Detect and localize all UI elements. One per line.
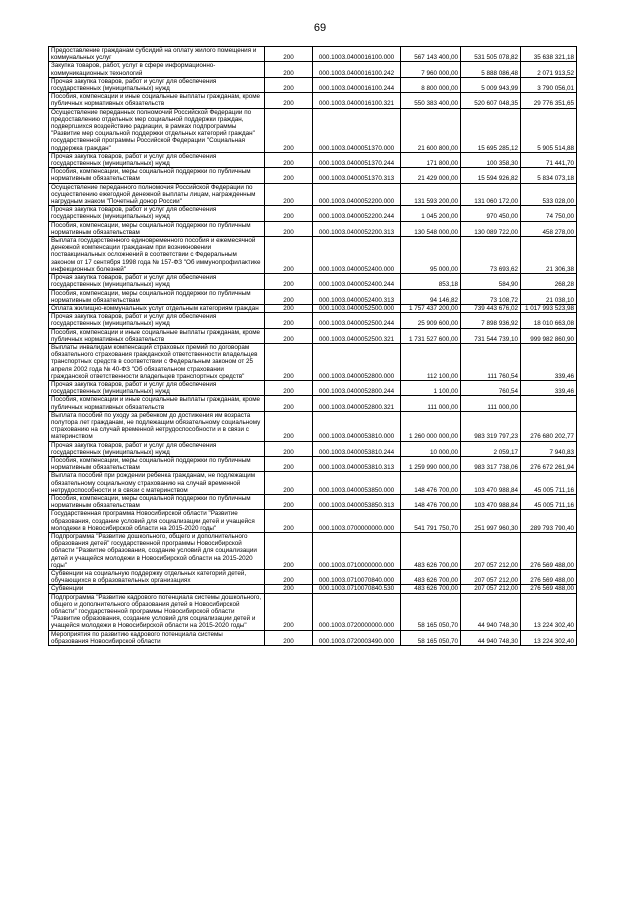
row-unexecuted: 7 940,83 (521, 441, 577, 456)
table-row (49, 183, 577, 206)
row-code: 200 (265, 456, 313, 471)
table-row (49, 289, 577, 304)
row-approved: 130 548 000,00 (401, 221, 461, 236)
row-name: Оплата жилищно-коммунальных услуг отдельным категориям граждан (49, 304, 265, 312)
row-code: 200 (265, 441, 313, 456)
row-approved: 111 000,00 (401, 396, 461, 411)
row-executed: 103 470 988,84 (461, 494, 521, 509)
table-row (49, 343, 577, 380)
row-unexecuted: 276 569 488,00 (521, 570, 577, 585)
table-row (49, 441, 577, 456)
row-executed: 731 544 739,10 (461, 328, 521, 343)
row-unexecuted: 71 441,70 (521, 152, 577, 167)
row-approved: 10 000,00 (401, 441, 461, 456)
row-unexecuted: 3 790 056,01 (521, 77, 577, 92)
row-unexecuted: 74 750,00 (521, 206, 577, 221)
row-unexecuted: 339,46 (521, 343, 577, 380)
row-name: Пособия, компенсации и иные социальные выплаты гражданам, кроме публичных нормативных обязательств (49, 93, 265, 108)
row-executed: 983 319 797,23 (461, 411, 521, 441)
row-classification: 000.1003.0400052800.000 (313, 343, 401, 380)
row-classification: 000.1003.0400051370.000 (313, 108, 401, 152)
row-classification: 000.1003.0400051370.244 (313, 152, 401, 167)
table-row (49, 77, 577, 92)
row-executed: 15 695 285,12 (461, 108, 521, 152)
row-name: Предоставление гражданам субсидий на оплату жилого помещения и коммунальных услуг (49, 47, 265, 62)
row-classification: 000.1003.0400052800.244 (313, 380, 401, 395)
row-name: Пособия, компенсации и иные социальные выплаты гражданам, кроме публичных нормативных обязательств (49, 396, 265, 411)
row-name: Субвенции (49, 585, 265, 593)
row-classification: 000.1003.0400016100.242 (313, 62, 401, 77)
row-unexecuted: 339,46 (521, 380, 577, 395)
row-name: Выплата пособий при рождении ребенка гражданам, не подлежащим обязательному социальному страхованию на случай временной нетрудоспособности и в связи с материнством (49, 472, 265, 495)
table-row (49, 237, 577, 274)
row-unexecuted: 2 071 913,52 (521, 62, 577, 77)
row-name: Субвенции на социальную поддержку отдельных категорий детей, обучающихся в образовательных организациях (49, 570, 265, 585)
row-classification: 000.1003.0400052400.313 (313, 289, 401, 304)
row-unexecuted: 21 306,38 (521, 237, 577, 274)
row-executed: 130 089 722,00 (461, 221, 521, 236)
row-executed: 207 057 212,00 (461, 570, 521, 585)
row-name: Пособия, компенсации, меры социальной поддержки по публичным нормативным обязательствам (49, 456, 265, 471)
row-executed: 207 057 212,00 (461, 585, 521, 593)
row-name: Осуществление переданного полномочия Российской Федерации по осуществлению ежегодной денежной выплаты лицам, награжденным нагрудным знаком "Почетный донор России" (49, 183, 265, 206)
row-classification: 000.1003.0400053810.000 (313, 411, 401, 441)
row-name: Прочая закупка товаров, работ и услуг для обеспечения государственных (муниципальных) нужд (49, 441, 265, 456)
row-executed: 111 000,00 (461, 396, 521, 411)
row-classification: 000.1003.0400052500.321 (313, 328, 401, 343)
row-classification: 000.1003.0400016100.321 (313, 93, 401, 108)
row-code: 200 (265, 237, 313, 274)
row-executed: 520 607 048,35 (461, 93, 521, 108)
row-approved: 550 383 400,00 (401, 93, 461, 108)
row-unexecuted: 45 005 711,16 (521, 494, 577, 509)
row-code: 200 (265, 593, 313, 630)
table-row (49, 206, 577, 221)
row-unexecuted: 5 834 073,18 (521, 168, 577, 183)
row-unexecuted: 533 028,00 (521, 183, 577, 206)
row-unexecuted: 18 010 663,08 (521, 313, 577, 328)
row-name: Подпрограмма "Развитие кадрового потенциала системы дошкольного, общего и дополнительного образования детей в Новосибирской области" государственной программы Новосибирской области "Развитие образования, создание условий для социализации детей и учащейся молодежи в Новосибирской области на 2015-2020 годы" (49, 593, 265, 630)
row-classification: 000.1003.0400052200.000 (313, 183, 401, 206)
row-code: 200 (265, 93, 313, 108)
row-classification: 000.1003.0400052200.244 (313, 206, 401, 221)
table-row (49, 328, 577, 343)
row-approved: 58 165 050,70 (401, 630, 461, 645)
row-executed: 100 358,30 (461, 152, 521, 167)
row-executed: 131 060 172,00 (461, 183, 521, 206)
row-classification: 000.1003.0400053850.000 (313, 472, 401, 495)
row-executed: 970 450,00 (461, 206, 521, 221)
table-row (49, 93, 577, 108)
row-unexecuted (521, 396, 577, 411)
row-code: 200 (265, 533, 313, 570)
row-unexecuted: 276 672 261,94 (521, 456, 577, 471)
row-code: 200 (265, 206, 313, 221)
row-unexecuted: 13 224 302,40 (521, 593, 577, 630)
row-name: Пособия, компенсации и иные социальные выплаты гражданам, кроме публичных нормативных обязательств (49, 328, 265, 343)
row-approved: 853,18 (401, 274, 461, 289)
row-unexecuted: 289 793 790,40 (521, 510, 577, 533)
row-approved: 21 429 000,00 (401, 168, 461, 183)
row-code: 200 (265, 274, 313, 289)
row-name: Подпрограмма "Развитие дошкольного, общего и дополнительного образования детей" государственной программы Новосибирской области "Развитие образования, создание условий для социализации детей и учащейся молодежи в Новосибирской области на 2015-2020 годы" (49, 533, 265, 570)
row-code: 200 (265, 570, 313, 585)
table-row (49, 510, 577, 533)
row-executed: 111 760,54 (461, 343, 521, 380)
table-row (49, 585, 577, 593)
row-unexecuted: 13 224 302,40 (521, 630, 577, 645)
row-approved: 148 476 700,00 (401, 494, 461, 509)
row-classification: 000.1003.0710070840.000 (313, 570, 401, 585)
row-executed: 760,54 (461, 380, 521, 395)
row-classification: 000.1003.0700000000.000 (313, 510, 401, 533)
row-name: Прочая закупка товаров, работ и услуг для обеспечения государственных (муниципальных) нужд (49, 380, 265, 395)
row-code: 200 (265, 289, 313, 304)
row-approved: 58 165 050,70 (401, 593, 461, 630)
row-classification: 000.1003.0400051370.313 (313, 168, 401, 183)
row-code: 200 (265, 183, 313, 206)
row-code: 200 (265, 62, 313, 77)
row-unexecuted: 35 638 321,18 (521, 47, 577, 62)
table-row (49, 380, 577, 395)
table-row (49, 533, 577, 570)
row-name: Закупка товаров, работ, услуг в сфере информационно-коммуникационных технологий (49, 62, 265, 77)
table-row (49, 411, 577, 441)
budget-table (48, 46, 577, 646)
row-approved: 131 593 200,00 (401, 183, 461, 206)
row-executed: 739 443 676,02 (461, 304, 521, 312)
table-row (49, 274, 577, 289)
table-row (49, 62, 577, 77)
row-executed: 44 940 748,30 (461, 593, 521, 630)
row-approved: 1 260 000 000,00 (401, 411, 461, 441)
row-executed: 103 470 988,84 (461, 472, 521, 495)
row-name: Мероприятия по развитию кадрового потенциала системы образования Новосибирской области (49, 630, 265, 645)
row-executed: 5 888 086,48 (461, 62, 521, 77)
row-code: 200 (265, 343, 313, 380)
row-approved: 1 259 990 000,00 (401, 456, 461, 471)
row-approved: 541 791 750,70 (401, 510, 461, 533)
row-name: Прочая закупка товаров, работ и услуг для обеспечения государственных (муниципальных) нужд (49, 206, 265, 221)
row-name: Выплата пособий по уходу за ребенком до достижения им возраста полутора лет гражданам, не подлежащим обязательному социальному страхованию на случай временной нетрудоспособности и в связи с материнством (49, 411, 265, 441)
row-classification: 000.1003.0720003490.000 (313, 630, 401, 645)
row-unexecuted: 5 905 514,88 (521, 108, 577, 152)
row-code: 200 (265, 630, 313, 645)
table-row (49, 108, 577, 152)
row-approved: 8 800 000,00 (401, 77, 461, 92)
table-row (49, 456, 577, 471)
table-row (49, 313, 577, 328)
row-classification: 000.1003.0400016100.244 (313, 77, 401, 92)
row-unexecuted: 21 038,10 (521, 289, 577, 304)
row-name: Пособия, компенсации, меры социальной поддержки по публичным нормативным обязательствам (49, 168, 265, 183)
row-unexecuted: 268,28 (521, 274, 577, 289)
table-row (49, 152, 577, 167)
row-approved: 1 100,00 (401, 380, 461, 395)
row-classification: 000.1003.0710000000.000 (313, 533, 401, 570)
row-executed: 531 505 078,82 (461, 47, 521, 62)
row-approved: 25 909 600,00 (401, 313, 461, 328)
row-classification: 000.1003.0400052400.000 (313, 237, 401, 274)
row-code: 200 (265, 77, 313, 92)
row-executed: 73 108,72 (461, 289, 521, 304)
table-row (49, 221, 577, 236)
row-name: Прочая закупка товаров, работ и услуг для обеспечения государственных (муниципальных) нужд (49, 77, 265, 92)
row-unexecuted: 276 569 488,00 (521, 533, 577, 570)
row-unexecuted: 1 017 993 523,98 (521, 304, 577, 312)
table-row (49, 472, 577, 495)
row-approved: 1 731 527 600,00 (401, 328, 461, 343)
row-name: Пособия, компенсации, меры социальной поддержки по публичным нормативным обязательствам (49, 494, 265, 509)
row-approved: 1 045 200,00 (401, 206, 461, 221)
row-code: 200 (265, 396, 313, 411)
row-code: 200 (265, 472, 313, 495)
row-classification: 000.1003.0400053850.313 (313, 494, 401, 509)
row-executed: 207 057 212,00 (461, 533, 521, 570)
row-classification: 000.1003.0400053810.244 (313, 441, 401, 456)
row-code: 200 (265, 304, 313, 312)
row-code: 200 (265, 380, 313, 395)
row-approved: 1 757 437 200,00 (401, 304, 461, 312)
table-row (49, 396, 577, 411)
row-code: 200 (265, 221, 313, 236)
row-name: Пособия, компенсации, меры социальной поддержки по публичным нормативным обязательствам (49, 289, 265, 304)
row-code: 200 (265, 47, 313, 62)
row-code: 200 (265, 494, 313, 509)
table-row (49, 168, 577, 183)
row-classification: 000.1003.0400052400.244 (313, 274, 401, 289)
table-row (49, 570, 577, 585)
table-row (49, 593, 577, 630)
row-approved: 21 600 800,00 (401, 108, 461, 152)
row-classification: 000.1003.0710070840.530 (313, 585, 401, 593)
row-name: Выплаты инвалидам компенсаций страховых премий по договорам обязательного страхования гражданской ответственности владельцев транспортных средств в соответствии с Федеральным законом от 25 апреля 2002 года № 40-ФЗ "Об обязательном страховании гражданской ответственности владельцев транспортных средств" (49, 343, 265, 380)
row-executed: 7 898 936,92 (461, 313, 521, 328)
row-name: Выплата государственного единовременного пособия и ежемесячной денежной компенсации гражданам при возникновении поствакцинальных осложнений в соответствии с Федеральным законом от 17 сентября 1998 года № 157-ФЗ "Об иммунопрофилактике инфекционных болезней" (49, 237, 265, 274)
row-executed: 2 059,17 (461, 441, 521, 456)
row-name: Прочая закупка товаров, работ и услуг для обеспечения государственных (муниципальных) нужд (49, 313, 265, 328)
row-classification: 000.1003.0720000000.000 (313, 593, 401, 630)
row-code: 200 (265, 585, 313, 593)
row-approved: 94 146,82 (401, 289, 461, 304)
row-executed: 983 317 738,06 (461, 456, 521, 471)
row-unexecuted: 999 982 860,90 (521, 328, 577, 343)
row-executed: 44 940 748,30 (461, 630, 521, 645)
table-row (49, 47, 577, 62)
row-approved: 483 626 700,00 (401, 585, 461, 593)
row-executed: 15 594 926,82 (461, 168, 521, 183)
budget-table-body (49, 47, 577, 646)
page-number: 69 (313, 22, 327, 34)
table-row (49, 630, 577, 645)
row-name: Осуществление переданных полномочий Российской Федерации по предоставлению отдельных мер социальной поддержки граждан, подвергшихся воздействию радиации, в рамках подпрограммы "Развитие мер социальной поддержки отдельных категорий граждан" государственной программы Российской Федерации "Социальная поддержка граждан" (49, 108, 265, 152)
row-executed: 251 997 960,30 (461, 510, 521, 533)
row-executed: 5 009 943,99 (461, 77, 521, 92)
row-code: 200 (265, 108, 313, 152)
row-classification: 000.1003.0400016100.000 (313, 47, 401, 62)
row-approved: 483 626 700,00 (401, 570, 461, 585)
row-name: Прочая закупка товаров, работ и услуг для обеспечения государственных (муниципальных) нужд (49, 152, 265, 167)
row-code: 200 (265, 313, 313, 328)
table-row (49, 304, 577, 312)
row-classification: 000.1003.0400052500.244 (313, 313, 401, 328)
row-code: 200 (265, 510, 313, 533)
row-unexecuted: 29 776 351,65 (521, 93, 577, 108)
row-approved: 483 626 700,00 (401, 533, 461, 570)
row-code: 200 (265, 328, 313, 343)
row-name: Государственная программа Новосибирской области "Развитие образования, создание условий для социализации детей и учащейся молодежи в Новосибирской области на 2015-2020 годы" (49, 510, 265, 533)
row-unexecuted: 458 278,00 (521, 221, 577, 236)
row-classification: 000.1003.0400053810.313 (313, 456, 401, 471)
row-unexecuted: 276 680 202,77 (521, 411, 577, 441)
table-row (49, 494, 577, 509)
row-classification: 000.1003.0400052800.321 (313, 396, 401, 411)
row-code: 200 (265, 152, 313, 167)
row-unexecuted: 276 569 488,00 (521, 585, 577, 593)
row-code: 200 (265, 411, 313, 441)
row-name: Пособия, компенсации, меры социальной поддержки по публичным нормативным обязательствам (49, 221, 265, 236)
row-name: Прочая закупка товаров, работ и услуг для обеспечения государственных (муниципальных) нужд (49, 274, 265, 289)
row-code: 200 (265, 168, 313, 183)
row-classification: 000.1003.0400052500.000 (313, 304, 401, 312)
row-approved: 7 960 000,00 (401, 62, 461, 77)
row-executed: 584,90 (461, 274, 521, 289)
row-approved: 567 143 400,00 (401, 47, 461, 62)
row-approved: 171 800,00 (401, 152, 461, 167)
row-approved: 148 476 700,00 (401, 472, 461, 495)
row-unexecuted: 45 005 711,16 (521, 472, 577, 495)
row-approved: 112 100,00 (401, 343, 461, 380)
row-classification: 000.1003.0400052200.313 (313, 221, 401, 236)
row-approved: 95 000,00 (401, 237, 461, 274)
row-executed: 73 693,62 (461, 237, 521, 274)
